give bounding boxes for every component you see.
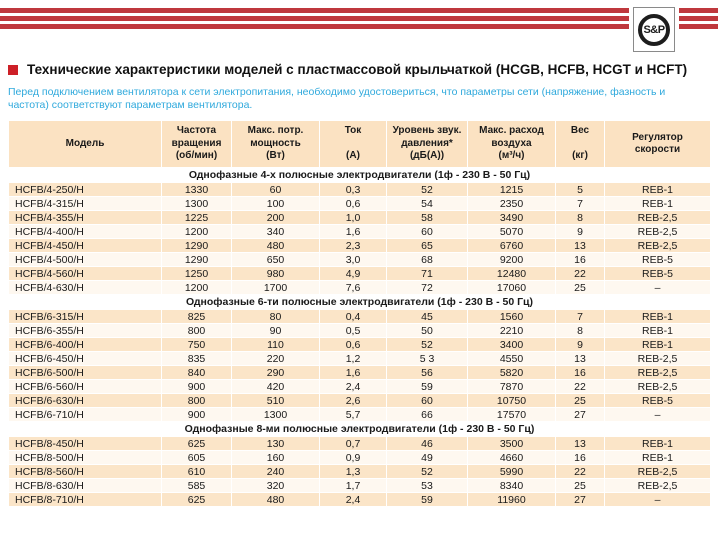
red-square-bullet-icon xyxy=(8,65,18,75)
value-cell-weight: 27 xyxy=(556,408,605,422)
table-row xyxy=(9,380,711,394)
value-cell-current: 1,3 xyxy=(320,465,387,479)
model-cell: HCFB/6-400/H xyxy=(9,338,162,352)
model-cell: HCFB/6-315/H xyxy=(9,310,162,324)
value-cell-airflow: 9200 xyxy=(468,253,556,267)
model-cell: HCFB/6-500/H xyxy=(9,366,162,380)
table-row xyxy=(9,211,711,225)
value-cell-controller: REB-1 xyxy=(605,183,711,197)
model-cell: HCFB/4-250/H xyxy=(9,183,162,197)
value-cell-weight: 8 xyxy=(556,211,605,225)
value-cell-power: 290 xyxy=(232,366,320,380)
value-cell-controller: – xyxy=(605,281,711,295)
red-stripe xyxy=(0,16,718,21)
table-row xyxy=(9,225,711,239)
value-cell-airflow: 5820 xyxy=(468,366,556,380)
value-cell-speed: 840 xyxy=(162,366,232,380)
table-row xyxy=(9,437,711,451)
model-cell: HCFB/6-560/H xyxy=(9,380,162,394)
value-cell-weight: 25 xyxy=(556,479,605,493)
model-cell: HCFB/6-355/H xyxy=(9,324,162,338)
value-cell-airflow: 5070 xyxy=(468,225,556,239)
model-cell: HCFB/4-400/H xyxy=(9,225,162,239)
value-cell-current: 2,3 xyxy=(320,239,387,253)
table-row xyxy=(9,394,711,408)
value-cell-current: 0,9 xyxy=(320,451,387,465)
table-row xyxy=(9,493,711,507)
value-cell-current: 7,6 xyxy=(320,281,387,295)
table-row xyxy=(9,197,711,211)
spec-table-wrap xyxy=(0,112,718,507)
value-cell-speed: 800 xyxy=(162,394,232,408)
value-cell-airflow: 2210 xyxy=(468,324,556,338)
value-cell-current: 1,0 xyxy=(320,211,387,225)
value-cell-controller: REB-1 xyxy=(605,451,711,465)
table-row xyxy=(9,267,711,281)
value-cell-power: 650 xyxy=(232,253,320,267)
value-cell-power: 240 xyxy=(232,465,320,479)
table-row xyxy=(9,183,711,197)
value-cell-weight: 22 xyxy=(556,465,605,479)
value-cell-sound: 66 xyxy=(387,408,468,422)
value-cell-speed: 900 xyxy=(162,380,232,394)
column-header-weight: Вес (кг) xyxy=(556,121,605,168)
section-header-row xyxy=(9,295,711,310)
value-cell-weight: 16 xyxy=(556,451,605,465)
value-cell-power: 110 xyxy=(232,338,320,352)
value-cell-power: 480 xyxy=(232,493,320,507)
value-cell-sound: 68 xyxy=(387,253,468,267)
table-row xyxy=(9,366,711,380)
value-cell-sound: 46 xyxy=(387,437,468,451)
value-cell-weight: 8 xyxy=(556,324,605,338)
section-header-row xyxy=(9,422,711,437)
value-cell-speed: 1300 xyxy=(162,197,232,211)
value-cell-weight: 22 xyxy=(556,380,605,394)
value-cell-power: 100 xyxy=(232,197,320,211)
table-row xyxy=(9,451,711,465)
column-header-controller: Регулятор скорости xyxy=(605,121,711,168)
column-header-model: Модель xyxy=(9,121,162,168)
spec-table-head xyxy=(9,121,711,168)
value-cell-speed: 900 xyxy=(162,408,232,422)
value-cell-sound: 59 xyxy=(387,493,468,507)
value-cell-controller: REB-1 xyxy=(605,437,711,451)
value-cell-weight: 9 xyxy=(556,338,605,352)
value-cell-controller: REB-2,5 xyxy=(605,211,711,225)
section-header-label: Однофазные 4-х полюсные электродвигатели (1ф - 230 В - 50 Гц) xyxy=(9,168,711,183)
value-cell-weight: 16 xyxy=(556,253,605,267)
value-cell-current: 4,9 xyxy=(320,267,387,281)
value-cell-speed: 1250 xyxy=(162,267,232,281)
value-cell-sound: 72 xyxy=(387,281,468,295)
value-cell-weight: 9 xyxy=(556,225,605,239)
model-cell: HCFB/4-315/H xyxy=(9,197,162,211)
value-cell-sound: 59 xyxy=(387,380,468,394)
column-header-current: Ток (А) xyxy=(320,121,387,168)
value-cell-airflow: 11960 xyxy=(468,493,556,507)
value-cell-controller: REB-2,5 xyxy=(605,465,711,479)
model-cell: HCFB/6-450/H xyxy=(9,352,162,366)
value-cell-sound: 5 3 xyxy=(387,352,468,366)
value-cell-sound: 58 xyxy=(387,211,468,225)
value-cell-airflow: 4550 xyxy=(468,352,556,366)
value-cell-weight: 25 xyxy=(556,281,605,295)
model-cell: HCFB/4-355/H xyxy=(9,211,162,225)
table-row xyxy=(9,465,711,479)
value-cell-airflow: 3400 xyxy=(468,338,556,352)
value-cell-speed: 1290 xyxy=(162,253,232,267)
red-stripe xyxy=(0,24,718,29)
title-row xyxy=(0,56,718,77)
value-cell-power: 200 xyxy=(232,211,320,225)
red-stripe xyxy=(0,8,718,13)
table-row xyxy=(9,281,711,295)
value-cell-sound: 52 xyxy=(387,465,468,479)
value-cell-controller: REB-2,5 xyxy=(605,352,711,366)
value-cell-weight: 7 xyxy=(556,197,605,211)
value-cell-airflow: 17570 xyxy=(468,408,556,422)
value-cell-current: 5,7 xyxy=(320,408,387,422)
value-cell-power: 980 xyxy=(232,267,320,281)
column-header-power: Макс. потр. мощность (Вт) xyxy=(232,121,320,168)
value-cell-airflow: 3500 xyxy=(468,437,556,451)
value-cell-speed: 610 xyxy=(162,465,232,479)
value-cell-weight: 13 xyxy=(556,437,605,451)
value-cell-power: 90 xyxy=(232,324,320,338)
value-cell-weight: 7 xyxy=(556,310,605,324)
table-row xyxy=(9,352,711,366)
table-row xyxy=(9,338,711,352)
spec-table xyxy=(8,120,711,507)
value-cell-power: 320 xyxy=(232,479,320,493)
value-cell-power: 1700 xyxy=(232,281,320,295)
value-cell-current: 0,6 xyxy=(320,338,387,352)
value-cell-weight: 22 xyxy=(556,267,605,281)
column-header-sound: Уровень звук. давления* (дБ(А)) xyxy=(387,121,468,168)
table-row xyxy=(9,324,711,338)
value-cell-current: 1,7 xyxy=(320,479,387,493)
value-cell-current: 3,0 xyxy=(320,253,387,267)
value-cell-airflow: 8340 xyxy=(468,479,556,493)
sp-logo-text: S&P xyxy=(643,23,665,36)
value-cell-power: 1300 xyxy=(232,408,320,422)
brand-band xyxy=(0,0,718,56)
value-cell-airflow: 12480 xyxy=(468,267,556,281)
table-row xyxy=(9,479,711,493)
value-cell-sound: 56 xyxy=(387,366,468,380)
value-cell-current: 0,5 xyxy=(320,324,387,338)
value-cell-current: 1,6 xyxy=(320,225,387,239)
value-cell-controller: REB-5 xyxy=(605,267,711,281)
value-cell-controller: REB-2,5 xyxy=(605,380,711,394)
value-cell-current: 0,7 xyxy=(320,437,387,451)
value-cell-controller: REB-2,5 xyxy=(605,239,711,253)
value-cell-controller: REB-5 xyxy=(605,394,711,408)
value-cell-speed: 1225 xyxy=(162,211,232,225)
value-cell-airflow: 3490 xyxy=(468,211,556,225)
table-row xyxy=(9,253,711,267)
value-cell-speed: 825 xyxy=(162,310,232,324)
section-header-label: Однофазные 8-ми полюсные электродвигатели (1ф - 230 В - 50 Гц) xyxy=(9,422,711,437)
model-cell: HCFB/6-710/H xyxy=(9,408,162,422)
value-cell-controller: REB-2,5 xyxy=(605,366,711,380)
value-cell-airflow: 5990 xyxy=(468,465,556,479)
value-cell-speed: 1200 xyxy=(162,281,232,295)
value-cell-weight: 16 xyxy=(556,366,605,380)
value-cell-weight: 5 xyxy=(556,183,605,197)
value-cell-current: 0,4 xyxy=(320,310,387,324)
value-cell-current: 1,6 xyxy=(320,366,387,380)
header-row xyxy=(9,121,711,168)
value-cell-power: 420 xyxy=(232,380,320,394)
model-cell: HCFB/8-630/H xyxy=(9,479,162,493)
value-cell-airflow: 17060 xyxy=(468,281,556,295)
value-cell-speed: 625 xyxy=(162,437,232,451)
value-cell-power: 480 xyxy=(232,239,320,253)
value-cell-speed: 1290 xyxy=(162,239,232,253)
value-cell-sound: 53 xyxy=(387,479,468,493)
value-cell-speed: 585 xyxy=(162,479,232,493)
value-cell-speed: 835 xyxy=(162,352,232,366)
value-cell-controller: REB-1 xyxy=(605,338,711,352)
section-header-row xyxy=(9,168,711,183)
value-cell-current: 1,2 xyxy=(320,352,387,366)
value-cell-sound: 52 xyxy=(387,183,468,197)
model-cell: HCFB/8-560/H xyxy=(9,465,162,479)
value-cell-power: 80 xyxy=(232,310,320,324)
value-cell-weight: 13 xyxy=(556,239,605,253)
value-cell-controller: REB-5 xyxy=(605,253,711,267)
value-cell-airflow: 1560 xyxy=(468,310,556,324)
table-row xyxy=(9,310,711,324)
value-cell-airflow: 4660 xyxy=(468,451,556,465)
value-cell-speed: 625 xyxy=(162,493,232,507)
value-cell-speed: 800 xyxy=(162,324,232,338)
value-cell-weight: 25 xyxy=(556,394,605,408)
column-header-airflow: Макс. расход воздуха (м³/ч) xyxy=(468,121,556,168)
value-cell-weight: 27 xyxy=(556,493,605,507)
value-cell-sound: 49 xyxy=(387,451,468,465)
value-cell-sound: 60 xyxy=(387,225,468,239)
value-cell-power: 510 xyxy=(232,394,320,408)
table-row xyxy=(9,239,711,253)
value-cell-controller: REB-1 xyxy=(605,197,711,211)
value-cell-speed: 605 xyxy=(162,451,232,465)
value-cell-power: 130 xyxy=(232,437,320,451)
value-cell-airflow: 10750 xyxy=(468,394,556,408)
value-cell-controller: REB-1 xyxy=(605,324,711,338)
value-cell-speed: 1200 xyxy=(162,225,232,239)
value-cell-speed: 750 xyxy=(162,338,232,352)
value-cell-airflow: 2350 xyxy=(468,197,556,211)
value-cell-power: 340 xyxy=(232,225,320,239)
value-cell-sound: 71 xyxy=(387,267,468,281)
model-cell: HCFB/4-450/H xyxy=(9,239,162,253)
value-cell-power: 220 xyxy=(232,352,320,366)
value-cell-current: 0,6 xyxy=(320,197,387,211)
red-stripes xyxy=(0,8,718,32)
value-cell-airflow: 1215 xyxy=(468,183,556,197)
model-cell: HCFB/8-500/H xyxy=(9,451,162,465)
value-cell-current: 2,6 xyxy=(320,394,387,408)
page-title: Технические характеристики моделей с пластмассовой крыльчаткой (HCGB, HCFB, HCGT и HCFT) xyxy=(27,62,688,77)
value-cell-sound: 52 xyxy=(387,338,468,352)
value-cell-controller: REB-1 xyxy=(605,310,711,324)
value-cell-sound: 60 xyxy=(387,394,468,408)
value-cell-sound: 50 xyxy=(387,324,468,338)
section-header-label: Однофазные 6-ти полюсные электродвигатели (1ф - 230 В - 50 Гц) xyxy=(9,295,711,310)
value-cell-power: 160 xyxy=(232,451,320,465)
model-cell: HCFB/8-450/H xyxy=(9,437,162,451)
value-cell-controller: REB-2,5 xyxy=(605,479,711,493)
model-cell: HCFB/8-710/H xyxy=(9,493,162,507)
model-cell: HCFB/4-560/H xyxy=(9,267,162,281)
spec-table-body xyxy=(9,168,711,507)
value-cell-weight: 13 xyxy=(556,352,605,366)
value-cell-airflow: 7870 xyxy=(468,380,556,394)
intro-paragraph: Перед подключением вентилятора к сети электропитания, необходимо удостовериться, что параметры сети (напряжение, фазность и частота) соответствуют параметрам вентилятора. xyxy=(8,86,666,111)
value-cell-current: 2,4 xyxy=(320,493,387,507)
sp-logo-ring-icon xyxy=(638,14,670,46)
model-cell: HCFB/6-630/H xyxy=(9,394,162,408)
value-cell-airflow: 6760 xyxy=(468,239,556,253)
model-cell: HCFB/4-500/H xyxy=(9,253,162,267)
value-cell-controller: – xyxy=(605,493,711,507)
value-cell-current: 0,3 xyxy=(320,183,387,197)
value-cell-sound: 65 xyxy=(387,239,468,253)
value-cell-sound: 54 xyxy=(387,197,468,211)
value-cell-speed: 1330 xyxy=(162,183,232,197)
value-cell-controller: – xyxy=(605,408,711,422)
value-cell-power: 60 xyxy=(232,183,320,197)
value-cell-current: 2,4 xyxy=(320,380,387,394)
column-header-speed: Частота вращения (об/мин) xyxy=(162,121,232,168)
value-cell-controller: REB-2,5 xyxy=(605,225,711,239)
value-cell-sound: 45 xyxy=(387,310,468,324)
sp-logo xyxy=(633,7,675,52)
model-cell: HCFB/4-630/H xyxy=(9,281,162,295)
table-row xyxy=(9,408,711,422)
